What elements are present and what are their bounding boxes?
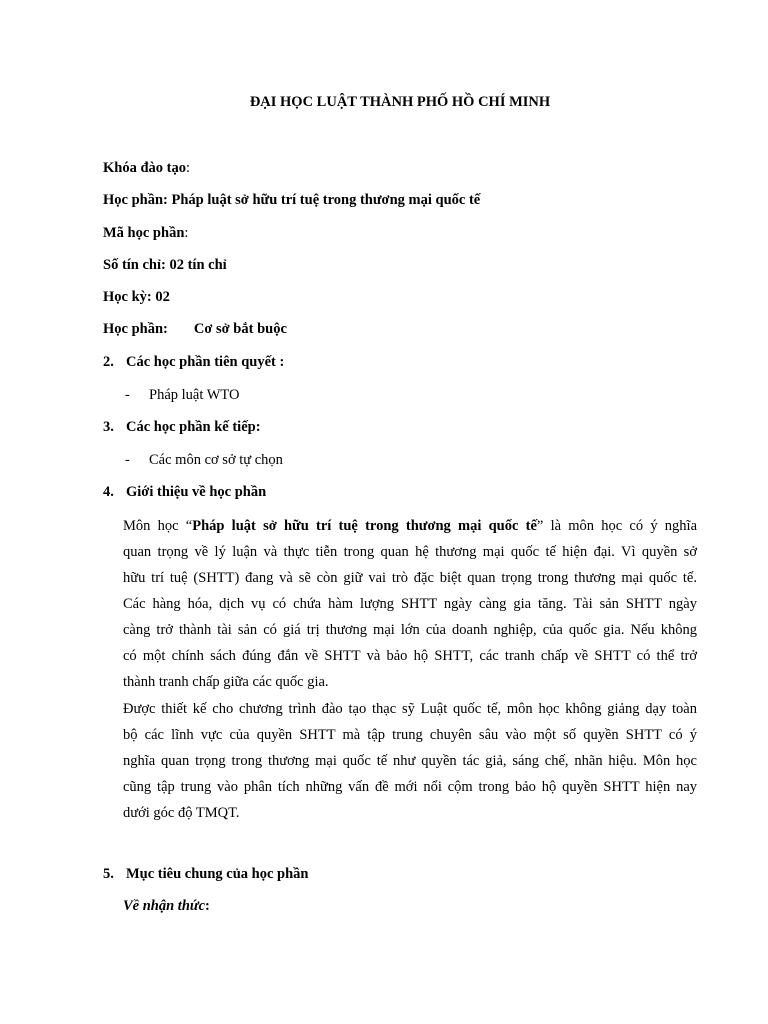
paragraph-line: có một chính sách đúng đắn về SHTT và bảo hộ SHTT, các tranh chấp về SHTT có thể trở — [123, 648, 697, 664]
university-title: ĐẠI HỌC LUẬT THÀNH PHỐ HỒ CHÍ MINH — [249, 94, 551, 110]
section-4-paragraph-1 — [123, 513, 697, 695]
paragraph-line: Được thiết kế cho chương trình đào tạo thạc sỹ Luật quốc tế, môn học không giảng dạy toàn — [123, 701, 697, 717]
section-5-title: Mục tiêu chung của học phần — [126, 866, 309, 882]
paragraph-line: hữu trí tuệ (SHTT) đang và sẽ còn giữ vai trò đặc biệt quan trọng trong thương mại quốc tế. — [123, 570, 697, 586]
list-dash: - — [125, 387, 130, 403]
course-name-emphasis: Pháp luật sở hữu trí tuệ trong thương mại quốc tế — [192, 518, 537, 534]
section-5-number: 5. — [103, 866, 114, 882]
paragraph-text: Môn học “ — [123, 518, 193, 534]
section-2-heading — [103, 354, 284, 371]
awareness-colon: : — [205, 898, 210, 914]
section-4-title: Giới thiệu về học phần — [126, 484, 267, 500]
section-4-paragraph-2 — [123, 696, 697, 826]
course-type-value: Cơ sở bắt buộc — [193, 321, 287, 337]
course-type-line — [103, 321, 287, 338]
course-level-line — [103, 160, 190, 177]
section-4-heading — [103, 484, 266, 501]
credits-line: Số tín chỉ: 02 tín chỉ — [103, 257, 227, 273]
awareness-label: Về nhận thức — [123, 898, 206, 914]
section-2-number: 2. — [103, 354, 114, 370]
course-code-label: Mã học phần — [103, 225, 185, 241]
semester-line: Học kỳ: 02 — [103, 289, 170, 305]
course-code-line — [103, 225, 188, 242]
course-level-label: Khóa đào tạo — [103, 160, 186, 176]
paragraph-line: bộ các lĩnh vực của quyền SHTT mà tập trung chuyên sâu vào một số quyền SHTT có ý — [123, 727, 697, 743]
list-item-text: Pháp luật WTO — [149, 387, 240, 403]
paragraph-line: quan trọng về lý luận và thực tiễn trong quan hệ thương mại quốc tế hiện đại. Vì quyền sở — [123, 544, 697, 560]
section-4-number: 4. — [103, 484, 114, 500]
paragraph-line: cũng tập trung vào phân tích những vấn đề mới nổi cộm trong bảo hộ quyền SHTT hiện nay — [123, 779, 697, 795]
paragraph-line — [123, 513, 697, 539]
paragraph-line: nghĩa quan trọng trong thương mại quốc tế như quyền tác giả, sáng chế, nhãn hiệu. Môn học — [123, 753, 697, 769]
paragraph-text: ” là môn học có ý nghĩa — [536, 518, 697, 534]
list-item-text: Các môn cơ sở tự chọn — [149, 452, 283, 468]
course-name-line: Học phần: Pháp luật sở hữu trí tuệ trong thương mại quốc tế — [103, 192, 481, 208]
paragraph-line: Các hàng hóa, dịch vụ có chứa hàm lượng SHTT ngày càng gia tăng. Tài sản SHTT ngày — [123, 596, 697, 612]
course-code-colon: : — [184, 225, 189, 241]
paragraph-line: thành tranh chấp giữa các quốc gia. — [123, 674, 329, 690]
course-level-colon: : — [186, 160, 191, 176]
course-type-label: Học phần: — [103, 321, 168, 337]
section-5-subheading — [123, 898, 210, 915]
section-5-heading — [103, 866, 309, 883]
list-dash: - — [125, 452, 130, 468]
paragraph-line: càng trở thành tài sản có giá trị thương mại lớn của doanh nghiệp, của quốc gia. Nếu không — [123, 622, 697, 638]
paragraph-line: dưới góc độ TMQT. — [123, 805, 240, 821]
section-3-heading — [103, 419, 261, 436]
section-3-number: 3. — [103, 419, 114, 435]
section-2-title: Các học phần tiên quyết : — [126, 354, 285, 370]
section-3-title: Các học phần kế tiếp: — [126, 419, 261, 435]
